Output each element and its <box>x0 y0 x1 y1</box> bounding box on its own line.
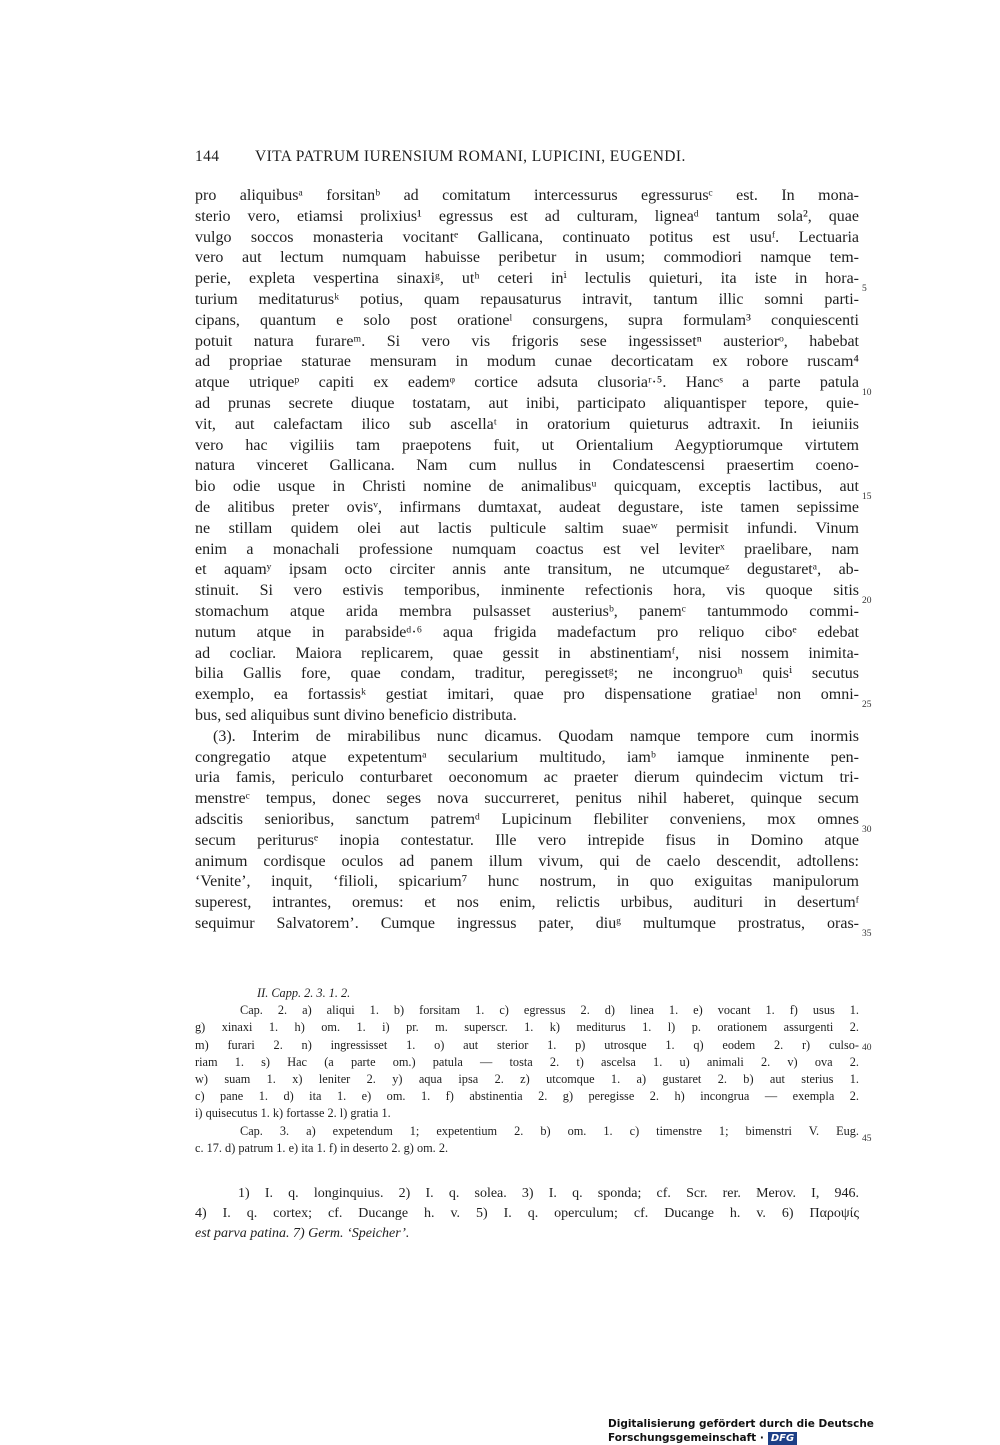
apparatus-line: i) quisecutus 1. k) fortasse 2. l) gratia 1. <box>195 1106 391 1121</box>
funding-notice: Digitalisierung gefördert durch die Deutsche Forschungsgemeinschaft · <box>608 1418 874 1444</box>
text-line: ne stillam quidem olei aut lactis pulticule saltim suaeʷ permisit infundi. Vinum <box>195 519 859 537</box>
text-line: natura vinceret Gallicana. Nam cum nullus in Condatescensi praesertim coeno- <box>195 457 859 475</box>
line-number: 40 <box>862 1043 872 1053</box>
footnote-line: 1) I. q. longinquius. 2) I. q. solea. 3) I. q. sponda; cf. Scr. rer. Merov. I, 946. <box>238 1186 859 1201</box>
text-line: vero hac vigiliis tam praepotens fuit, ut Orientalium Aegyptiorumque virtutem <box>195 436 859 454</box>
line-number: 30 <box>862 825 872 835</box>
apparatus-line: w) suam 1. x) leniter 2. y) aqua ipsa 2. z) utcomque 1. a) gustaret 2. b) aut sterius 1. <box>195 1071 859 1086</box>
text-line: stomachum atque arida membra pulsasset austeriusᵇ, panemᶜ tantummodo commi- <box>195 602 859 620</box>
text-line: animum cordisque oculos ad panem illum vivum, qui de caelo descendit, adtollens: <box>195 852 859 870</box>
apparatus-line: riam 1. s) Hac (a parte om.) patula — tosta 2. t) ascelsa 1. u) animali 2. v) ova 2. <box>195 1054 859 1069</box>
text-line: adscitis senioribus, sanctum patremᵈ Lupicinum flebiliter conveniens, mox omnes <box>195 810 859 828</box>
text-line: exemplo, ea fortassisᵏ gestiat imitari, quae pro dispensatione gratiaeˡ non omni- <box>195 686 859 704</box>
critical-apparatus <box>195 985 859 1157</box>
text-line: congregatio atque expetentumᵃ secularium multitudo, iamᵇ iamque inminente pen- <box>195 748 859 766</box>
text-line: potuit natura furareᵐ. Si vero vis frigoris sese ingessissetⁿ austeriorᵒ, habebat <box>195 332 859 350</box>
text-line: (3). Interim de mirabilibus nunc dicamus. Quodam namque tempore cum inormis <box>213 727 859 745</box>
running-title: VITA PATRUM IURENSIUM ROMANI, LUPICINI, EUGENDI. <box>255 148 686 165</box>
text-line: bio odie usque in Christi nomine de animalibusᵘ quicquam, exceptis lactibus, aut <box>195 478 859 496</box>
text-line: cipans, quantum e solo post orationeˡ consurgens, supra formulam³ conquiescenti <box>195 311 859 329</box>
text-line: vero aut lectum numquam habuisse peribetur in usum; commodiori namque tem- <box>195 249 859 267</box>
line-number: 25 <box>862 700 872 710</box>
text-line: ad propriae staturae mensuram in modum cunae decorticatam ex robore ruscam⁴ <box>195 353 859 371</box>
apparatus-heading: II. Capp. 2. 3. 1. 2. <box>257 986 351 1000</box>
text-line: secum periturusᵉ inopia contestatur. Ille vero intrepide fisus in Domino atque <box>195 831 859 849</box>
text-line: perie, expleta vespertina sinaxiᵍ, utʰ ceteri inⁱ lectulis quieturi, ita iste in hora- <box>195 270 859 288</box>
digitization-footer <box>608 1417 1000 1444</box>
text-line: pro aliquibusᵃ forsitanᵇ ad comitatum intercessurus egressurusᶜ est. In mona- <box>195 187 859 204</box>
apparatus-line: c. 17. d) patrum 1. e) ita 1. f) in deserto 2. g) om. 2. <box>195 1140 449 1155</box>
page-number: 144 <box>195 148 220 165</box>
line-number: 20 <box>862 596 872 606</box>
text-line: nutum atque in parabsideᵈ·⁶ aqua frigida madefactum pro reliquo ciboᵉ edebat <box>195 623 859 641</box>
text-line: et aquamʸ ipsam octo circiter annis ante transitum, ne utcumqueᶻ degustaretᵃ, ab- <box>195 561 859 579</box>
text-line: sequimur Salvatorem’. Cumque ingressus pater, diuᵍ multumque prostratus, oras- <box>195 914 859 932</box>
line-number: 5 <box>862 284 867 294</box>
apparatus-line: c) pane 1. d) ita 1. e) om. 1. f) abstinentia 2. g) peregisse 2. h) incongrua — exempla 2. <box>195 1089 859 1104</box>
text-line: ad prunas secrete diuque tostatam, aut inibi, participato aliquantisper tepore, quie- <box>195 394 859 412</box>
text-line: bus, sed aliquibus sunt divino beneficio distributa. <box>195 706 517 724</box>
line-number: 45 <box>862 1134 872 1144</box>
apparatus-line: Cap. 3. a) expetendum 1; expetentium 2. b) om. 1. c) timenstre 1; bimenstri V. Eug. <box>240 1123 859 1138</box>
text-line: ad cocliar. Maiora replicarem, quae gessit in abstinentiamᶠ, nisi nossem inimita- <box>195 644 859 662</box>
running-head <box>195 148 860 170</box>
apparatus-line: Cap. 2. a) aliqui 1. b) forsitam 1. c) egressus 2. d) linea 1. e) vocant 1. f) usus 1. <box>240 1003 859 1018</box>
footnote-line: 4) I. q. cortex; cf. Ducange h. v. 5) I. q. operculum; cf. Ducange h. v. 6) Παροψίς <box>195 1206 859 1221</box>
footnote-line: est parva patina. 7) Germ. ‘Speicher’. <box>195 1226 410 1241</box>
text-line: stinuit. Si vero estivis temporibus, inminente refectionis hora, vis quoque sitis <box>195 582 859 600</box>
text-line: bilia Gallis fore, quae condam, traditur, peregissetᵍ; ne incongruoʰ quisⁱ secutus <box>195 665 859 683</box>
apparatus-line: g) xinaxi 1. h) om. 1. i) pr. m. superscr. 1. k) mediturus 1. l) p. orationem assurgenti 2. <box>195 1020 859 1035</box>
footnotes <box>195 1184 859 1244</box>
line-number: 10 <box>862 388 872 398</box>
line-number: 35 <box>862 929 872 939</box>
text-line: uria famis, periculo conturbaret oeconomum ac praeter dierum quindecim victum tri- <box>195 769 859 787</box>
text-line: enim a monachali professione numquam coactus est vel leviterˣ praelibare, nam <box>195 540 859 558</box>
text-line: vit, aut calefactam ilico sub ascellaᵗ in oratorium quieturus adtraxit. In ieiuniis <box>195 415 859 433</box>
text-line: superest, intrantes, oremus: et nos enim, relictis urbibus, audituri in desertumᶠ <box>195 894 859 912</box>
dfg-logo: DFG <box>768 1432 797 1445</box>
text-line: turium meditaturusᵏ potius, quam repausaturus intravit, tantum illic somni parti- <box>195 290 859 308</box>
apparatus-line: m) furari 2. n) ingressisset 1. o) aut sterior 1. p) utrosque 1. q) eodem 2. r) culso- <box>195 1037 859 1052</box>
line-number: 15 <box>862 492 872 502</box>
text-line: atque utriqueᵖ capiti ex eademᵠ cortice adsuta clusoriaʳ·⁵. Hancˢ a parte patula <box>195 374 859 392</box>
text-line: de alitibus preter ovisᵛ, infirmans dumtaxat, audeat degustare, iste tamen sepissime <box>195 498 859 516</box>
text-line: sterio vero, etiamsi prolixius¹ egressus est ad culturam, ligneaᵈ tantum sola², quae <box>195 207 859 225</box>
text-line: ‘Venite’, inquit, ‘filioli, spicarium⁷ hunc nostrum, in quo exiguitas manipulorum <box>195 873 859 891</box>
text-line: vulgo soccos monasteria vocitantᵉ Gallicana, continuato potitus est usuᶠ. Lectuaria <box>195 228 859 246</box>
text-line: menstreᶜ tempus, donec seges nova succurreret, penitus nihil haberet, quinque secum <box>195 790 859 808</box>
main-text <box>195 186 859 935</box>
